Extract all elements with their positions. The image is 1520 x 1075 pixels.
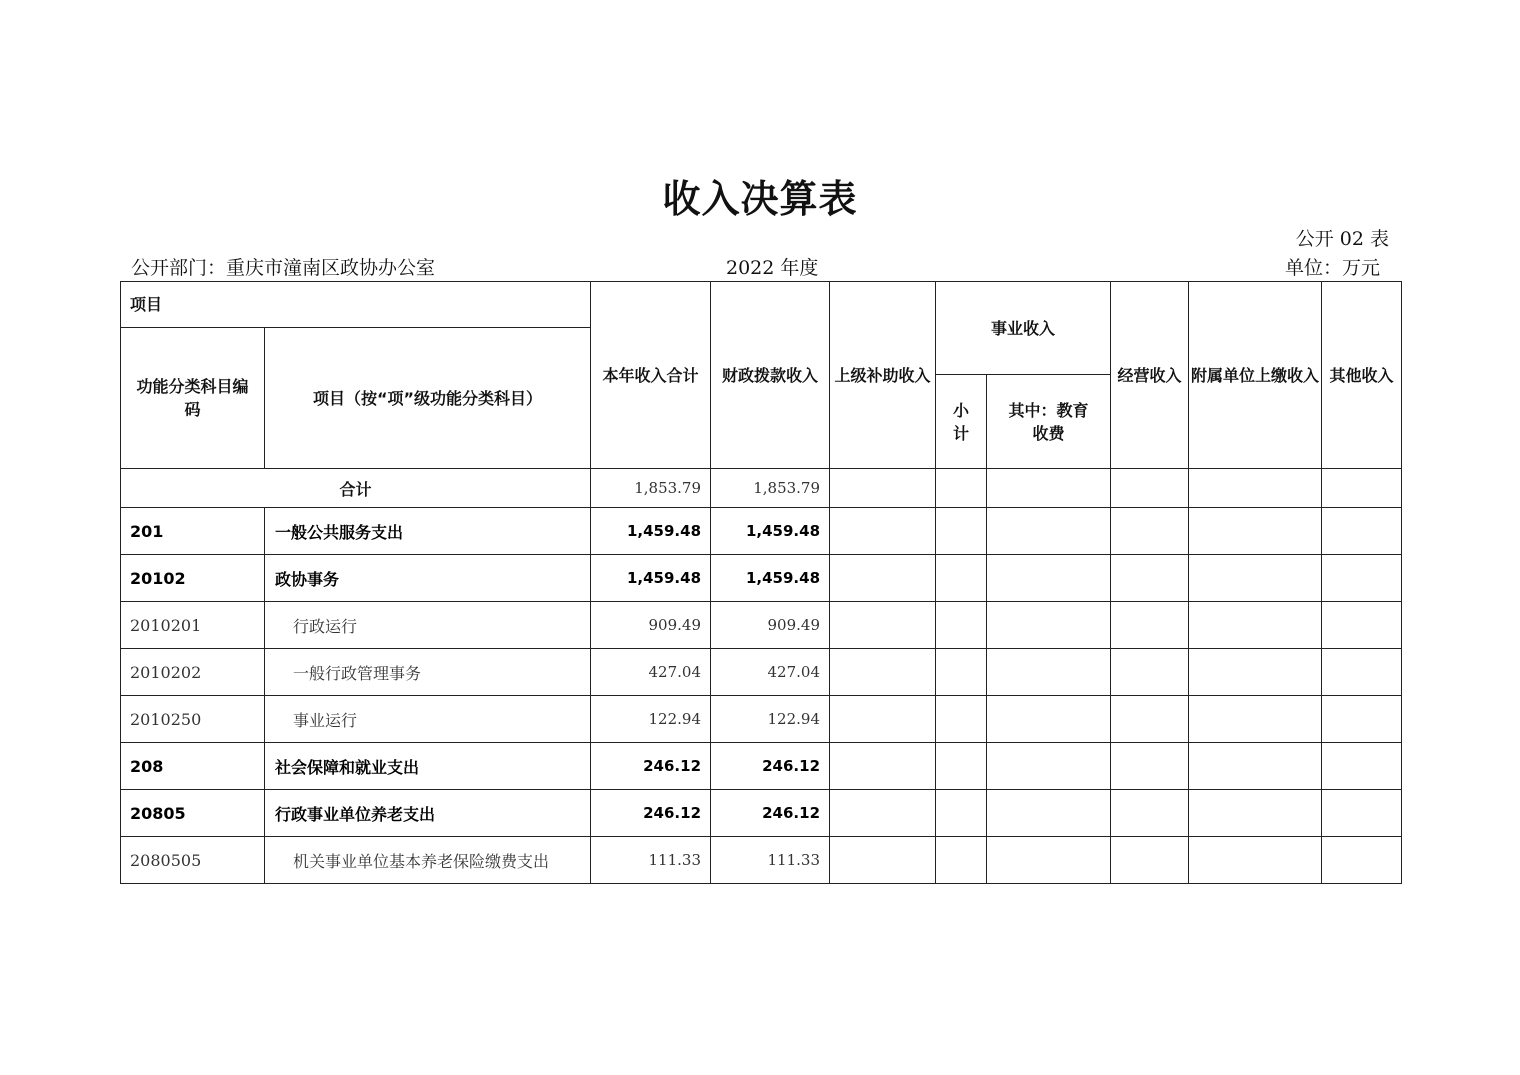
table-row xyxy=(121,790,1402,837)
row-code: 2010201 xyxy=(121,602,265,649)
row-total-income: 122.94 xyxy=(591,696,711,743)
empty-cell xyxy=(987,508,1111,555)
empty-cell xyxy=(1189,649,1322,696)
header-subtotal: 小计 xyxy=(936,375,987,469)
empty-cell xyxy=(936,743,987,790)
empty-cell xyxy=(1189,696,1322,743)
empty-cell xyxy=(936,696,987,743)
empty-cell xyxy=(987,696,1111,743)
row-total-income: 246.12 xyxy=(591,743,711,790)
empty-cell xyxy=(1111,743,1189,790)
row-total-income: 427.04 xyxy=(591,649,711,696)
empty-cell xyxy=(1322,555,1402,602)
empty-cell xyxy=(987,649,1111,696)
empty-cell xyxy=(1322,743,1402,790)
row-code: 2010202 xyxy=(121,649,265,696)
fiscal-year: 2022 年度 xyxy=(726,257,819,279)
header-affiliated-income: 附属单位上缴收入 xyxy=(1189,282,1322,469)
income-statement-table xyxy=(120,281,1402,884)
empty-cell xyxy=(830,790,936,837)
table-row xyxy=(121,696,1402,743)
empty-cell xyxy=(830,743,936,790)
header-education-fee: 其中：教育收费 xyxy=(987,375,1111,469)
header-total-income: 本年收入合计 xyxy=(591,282,711,469)
row-fiscal: 909.49 xyxy=(711,602,830,649)
table-row xyxy=(121,508,1402,555)
row-name: 机关事业单位基本养老保险缴费支出 xyxy=(265,837,591,884)
empty-cell xyxy=(936,790,987,837)
table-row xyxy=(121,602,1402,649)
row-name: 事业运行 xyxy=(265,696,591,743)
empty-cell xyxy=(830,837,936,884)
header-business-income: 事业收入 xyxy=(936,282,1111,375)
row-fiscal: 111.33 xyxy=(711,837,830,884)
empty-cell xyxy=(987,469,1111,508)
empty-cell xyxy=(1111,696,1189,743)
row-fiscal: 122.94 xyxy=(711,696,830,743)
header-project: 项目 xyxy=(121,282,591,328)
header-project-name: 项目（按“项”级功能分类科目） xyxy=(265,328,591,469)
header-operating-income: 经营收入 xyxy=(1111,282,1189,469)
empty-cell xyxy=(987,790,1111,837)
empty-cell xyxy=(987,555,1111,602)
row-fiscal: 246.12 xyxy=(711,743,830,790)
empty-cell xyxy=(1189,469,1322,508)
page-title: 收入决算表 xyxy=(662,177,858,221)
empty-cell xyxy=(830,602,936,649)
total-row xyxy=(121,469,1402,508)
header-superior-subsidy: 上级补助收入 xyxy=(830,282,936,469)
row-code: 20102 xyxy=(121,555,265,602)
row-fiscal: 1,459.48 xyxy=(711,555,830,602)
empty-cell xyxy=(1189,743,1322,790)
empty-cell xyxy=(1322,469,1402,508)
empty-cell xyxy=(1111,469,1189,508)
table-row xyxy=(121,649,1402,696)
empty-cell xyxy=(987,602,1111,649)
empty-cell xyxy=(1322,602,1402,649)
department-label: 公开部门：重庆市潼南区政协办公室 xyxy=(131,257,436,279)
empty-cell xyxy=(987,837,1111,884)
row-name: 一般公共服务支出 xyxy=(265,508,591,555)
empty-cell xyxy=(1322,837,1402,884)
empty-cell xyxy=(830,696,936,743)
empty-cell xyxy=(1189,602,1322,649)
table-row xyxy=(121,555,1402,602)
empty-cell xyxy=(1111,555,1189,602)
row-name: 行政事业单位养老支出 xyxy=(265,790,591,837)
empty-cell xyxy=(1189,555,1322,602)
row-fiscal: 246.12 xyxy=(711,790,830,837)
unit-label: 单位：万元 xyxy=(1284,257,1380,279)
empty-cell xyxy=(936,508,987,555)
empty-cell xyxy=(936,837,987,884)
row-code: 208 xyxy=(121,743,265,790)
empty-cell xyxy=(1111,508,1189,555)
row-name: 一般行政管理事务 xyxy=(265,649,591,696)
empty-cell xyxy=(830,555,936,602)
empty-cell xyxy=(1111,790,1189,837)
empty-cell xyxy=(1189,508,1322,555)
row-fiscal: 1,459.48 xyxy=(711,508,830,555)
row-total-income: 246.12 xyxy=(591,790,711,837)
row-code: 2010250 xyxy=(121,696,265,743)
row-name: 社会保障和就业支出 xyxy=(265,743,591,790)
empty-cell xyxy=(830,469,936,508)
empty-cell xyxy=(1322,508,1402,555)
empty-cell xyxy=(1322,790,1402,837)
empty-cell xyxy=(1111,837,1189,884)
row-total-income: 1,459.48 xyxy=(591,508,711,555)
row-name: 行政运行 xyxy=(265,602,591,649)
header-other-income: 其他收入 xyxy=(1322,282,1402,469)
total-income-value: 1,853.79 xyxy=(591,469,711,508)
empty-cell xyxy=(1189,790,1322,837)
empty-cell xyxy=(1322,649,1402,696)
empty-cell xyxy=(1111,649,1189,696)
empty-cell xyxy=(936,469,987,508)
table-row xyxy=(121,743,1402,790)
form-number: 公开 02 表 xyxy=(1295,228,1389,250)
row-name: 政协事务 xyxy=(265,555,591,602)
row-total-income: 1,459.48 xyxy=(591,555,711,602)
row-code: 201 xyxy=(121,508,265,555)
empty-cell xyxy=(830,508,936,555)
empty-cell xyxy=(936,555,987,602)
empty-cell xyxy=(830,649,936,696)
empty-cell xyxy=(936,649,987,696)
header-func-code: 功能分类科目编码 xyxy=(121,328,265,469)
empty-cell xyxy=(987,743,1111,790)
total-fiscal-value: 1,853.79 xyxy=(711,469,830,508)
row-total-income: 111.33 xyxy=(591,837,711,884)
empty-cell xyxy=(936,602,987,649)
row-total-income: 909.49 xyxy=(591,602,711,649)
total-label: 合计 xyxy=(121,469,591,508)
row-code: 2080505 xyxy=(121,837,265,884)
row-fiscal: 427.04 xyxy=(711,649,830,696)
header-fiscal-income: 财政拨款收入 xyxy=(711,282,830,469)
empty-cell xyxy=(1322,696,1402,743)
row-code: 20805 xyxy=(121,790,265,837)
empty-cell xyxy=(1111,602,1189,649)
empty-cell xyxy=(1189,837,1322,884)
table-row xyxy=(121,837,1402,884)
